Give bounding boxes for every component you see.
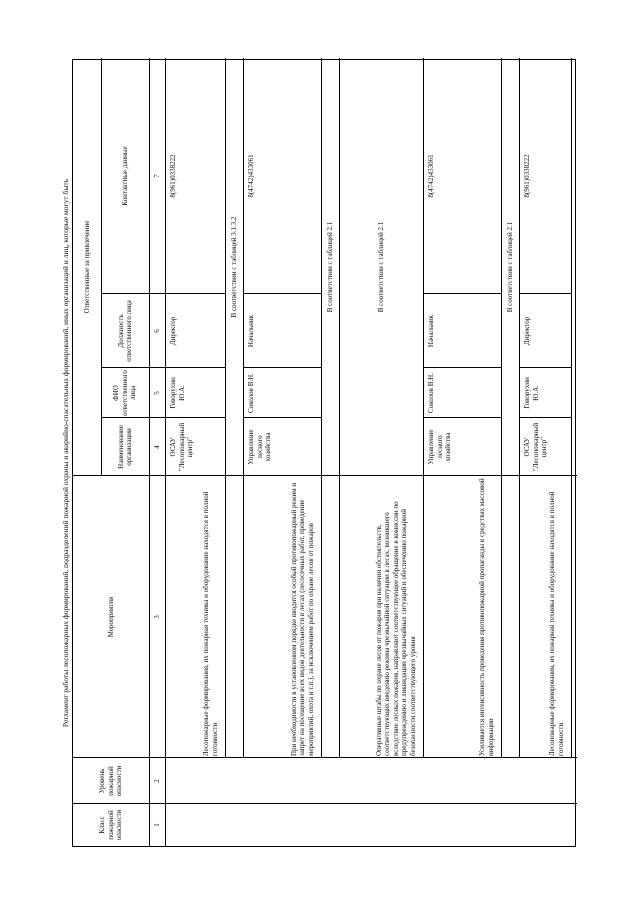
column-number: 7	[152, 174, 161, 178]
measure-text: Усиливается интенсивность проведения противопожарной пропаганды в средствах массовой информации	[478, 478, 495, 756]
contact-phone: 8(961)0338222	[523, 154, 531, 198]
measure-text: При необходимости в установленном порядке вводится особый противопожарный режим и запрет на посещение всех видов деятельности в лесах (лесосечных работ, проведение мероприятий, охота и т.п.), за исключением работ по охране лесов от пожаров	[289, 482, 315, 756]
table-title: Регламент работы лесопожарных формирований, подразделений пожарной охраны и аварийно-спасательных формирований, иных организаций и лиц, которые могут быть	[61, 178, 70, 728]
org-name: ОСАУ "Лесопожарный центр"	[169, 422, 194, 472]
responsible-fio: Соколов В.Н.	[247, 373, 255, 413]
responsible-position: Начальник	[427, 314, 435, 348]
table-reference: В соответствии с таблицей 3.1.3.2	[229, 216, 238, 318]
column-divider	[165, 803, 577, 804]
header-responsible: Ответственные за привлечение	[82, 220, 91, 314]
org-name: Управление лесного хозяйства	[247, 429, 272, 465]
header-class: Класс пожарной опасности	[98, 809, 124, 841]
column-number: 3	[152, 615, 161, 619]
contact-phone: 8(961)0338222	[169, 154, 177, 198]
responsible-position: Директор	[169, 316, 177, 346]
table-reference: В соответствии с таблицей 2.1	[325, 221, 334, 313]
column-number: 6	[152, 329, 161, 333]
org-name: ОСАУ "Лесопожарный центр"	[523, 422, 548, 472]
header-measures: Мероприятия	[106, 596, 115, 638]
measure-text: Оперативные штабы по охране лесов от пожаров при наличии обстоятельств, соответствующих введению режима чрезвычайной ситуации в лесах, возникшего вследствие лесных пожаров, направляют соответствующее обращение в комиссии по предупреждению и ликвидации чрезвычайных ситуаций и обеспечению пожарной безопасности соответствующего уровня	[374, 501, 417, 756]
column-number: 5	[152, 391, 161, 395]
header-org: Наименование организации	[116, 425, 133, 469]
column-number: 4	[152, 445, 161, 449]
responsible-fio: Говорухин Ю.А.	[169, 377, 186, 409]
responsible-position: Директор	[523, 316, 531, 346]
header-position: Должность ответственного лица	[116, 300, 133, 362]
header-contacts: Контактные данные	[120, 146, 129, 206]
column-number: 2	[152, 779, 161, 783]
regulation-table	[72, 59, 576, 847]
table-reference: В соответствии с таблицей 2.1	[376, 221, 385, 313]
measure-text: Лесопожарные формирования, их пожарная техника и оборудование находятся в полной готовности	[202, 491, 219, 756]
contact-phone: 8(4742)433061	[427, 154, 435, 198]
org-name: Управление лесного хозяйства	[427, 429, 452, 465]
responsible-fio: Соколов В.Н.	[427, 373, 435, 413]
contact-phone: 8(4742)433061	[247, 154, 255, 198]
header-level: Уровень пожарной опасности	[98, 765, 124, 797]
table-reference: В соответствии с таблицей 2.1	[505, 221, 514, 313]
responsible-fio: Говорухин Ю.А.	[523, 377, 540, 409]
column-number: 1	[152, 823, 161, 827]
responsible-position: Начальник	[247, 314, 255, 348]
row-divider	[571, 58, 572, 758]
row-divider	[165, 758, 166, 846]
measure-text: Лесопожарные формирования, их пожарная техника и оборудование находятся в полной готовности	[548, 491, 565, 756]
header-fio: ФИО ответственного лица	[112, 370, 138, 416]
